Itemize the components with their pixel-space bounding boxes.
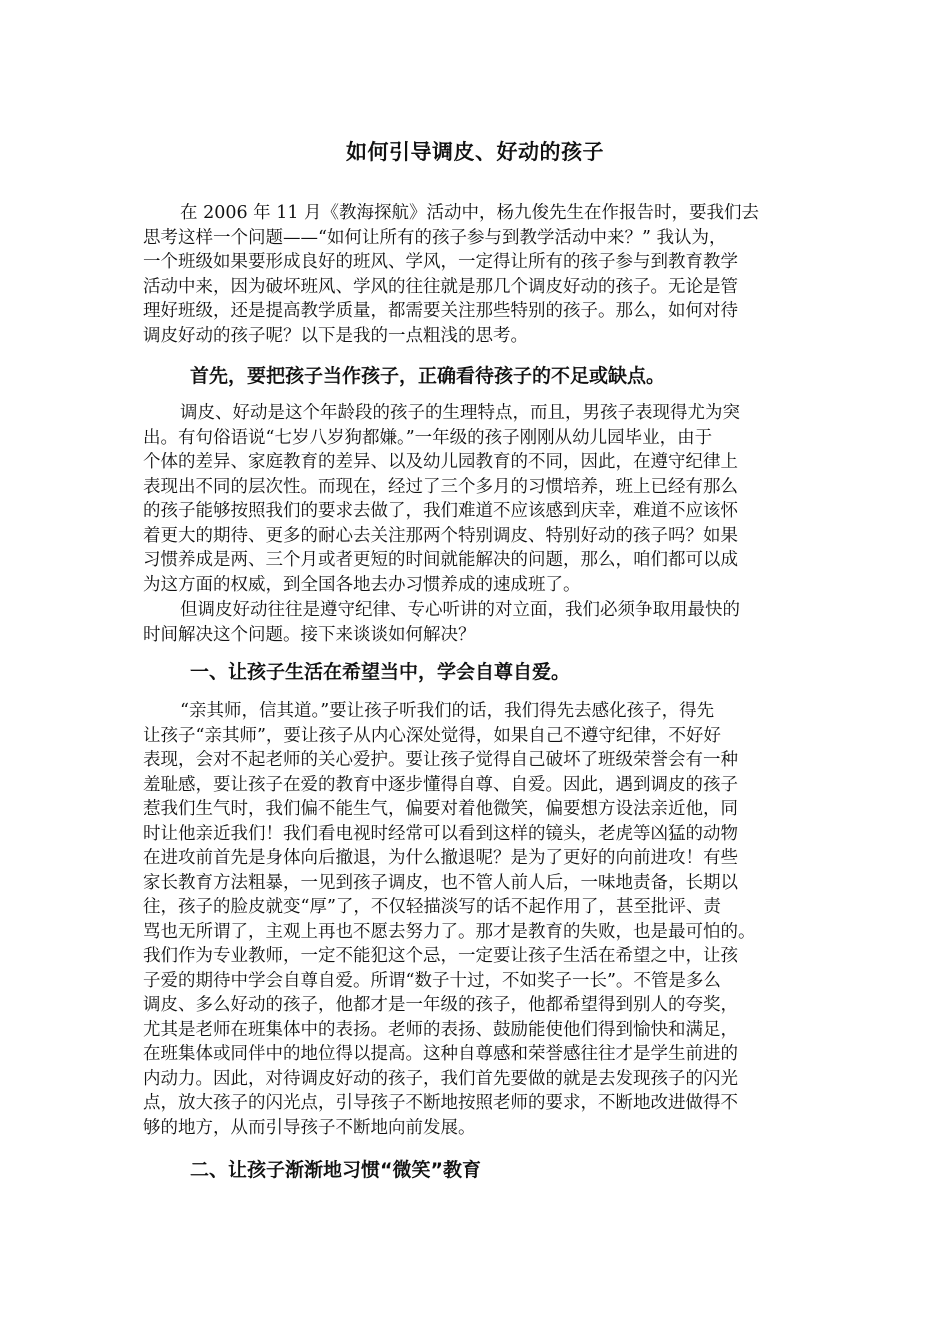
paragraph-4 — [143, 699, 811, 1140]
paragraph-line: 我们作为专业教师，一定不能犯这个忌，一定要让孩子生活在希望之中，让孩 — [143, 946, 738, 966]
paragraph-line: 点，放大孩子的闪光点，引导孩子不断地按照老师的要求，不断地改进做得不 — [143, 1093, 738, 1113]
paragraph-line: 为这方面的权威，到全国各地去办习惯养成的速成班了。 — [143, 574, 581, 595]
paragraph-line: 着更大的期待、更多的耐心去关注那两个特别调皮、特别好动的孩子吗？如果 — [143, 525, 738, 546]
paragraph-line: 个体的差异、家庭教育的差异、以及幼儿园教育的不同，因此，在遵守纪律上 — [143, 452, 738, 472]
section-heading-2: 二、让孩子渐渐地习惯“微笑”教育 — [190, 1159, 481, 1181]
section-heading-1: 一、让孩子生活在希望当中，学会自尊自爱。 — [190, 661, 571, 683]
paragraph-line: 理好班级，还是提高教学质量，都需要关注那些特别的孩子。那么，如何对待 — [143, 301, 738, 321]
paragraph-line: “亲其师，信其道。”要让孩子听我们的话，我们得先去感化孩子，得先 — [180, 701, 715, 721]
paragraph-line: 在 2006 年 11 月《教海探航》活动中，杨九俊先生在作报告时，要我们去 — [180, 203, 760, 223]
paragraph-line: 内动力。因此，对待调皮好动的孩子，我们首先要做的就是去发现孩子的闪光 — [143, 1068, 738, 1089]
paragraph-line: 思考这样一个问题——“如何让所有的孩子参与到教学活动中来？” 我认为， — [143, 227, 727, 248]
main-heading: 首先，要把孩子当作孩子，正确看待孩子的不足或缺点。 — [190, 365, 666, 387]
document-title: 如何引导调皮、好动的孩子 — [346, 140, 604, 164]
paragraph-line: 在进攻前首先是身体向后撤退，为什么撤退呢？是为了更好的向前进攻！有些 — [143, 848, 738, 868]
paragraph-line: 但调皮好动往往是遵守纪律、专心听讲的对立面，我们必须争取用最快的 — [180, 600, 740, 620]
paragraph-line: 表现，会对不起老师的关心爱护。要让孩子觉得自己破坏了班级荣誉会有一种 — [143, 750, 738, 770]
paragraph-line: 羞耻感，要让孩子在爱的教育中逐步懂得自尊、自爱。因此，遇到调皮的孩子 — [143, 774, 738, 795]
paragraph-line: 够的地方，从而引导孩子不断地向前发展。 — [143, 1117, 476, 1138]
paragraph-line: 在班集体或同伴中的地位得以提高。这种自尊感和荣誉感往往才是学生前进的 — [143, 1044, 738, 1064]
paragraph-line: 尤其是老师在班集体中的表扬。老师的表扬、鼓励能使他们得到愉快和满足， — [143, 1019, 738, 1040]
paragraph-line: 调皮、好动是这个年龄段的孩子的生理特点，而且，男孩子表现得尤为突 — [180, 403, 740, 423]
paragraph-line: 让孩子“亲其师”，要让孩子从内心深处觉得，如果自己不遵守纪律，不好好 — [143, 725, 721, 746]
paragraph-line: 调皮好动的孩子呢？以下是我的一点粗浅的思考。 — [143, 325, 528, 346]
paragraph-line: 的孩子能够按照我们的要求去做了，我们难道不应该感到庆幸，难道不应该怀 — [143, 501, 738, 521]
paragraph-line: 出。有句俗语说“七岁八岁狗都嫌。”一年级的孩子刚刚从幼儿园毕业，由于 — [143, 427, 713, 448]
paragraph-3 — [143, 598, 811, 647]
paragraph-line: 一个班级如果要形成良好的班风、学风，一定得让所有的孩子参与到教育教学 — [143, 252, 738, 272]
paragraph-line: 子爱的期待中学会自尊自爱。所谓“数子十过，不如奖子一长”。不管是多么 — [143, 970, 721, 991]
paragraph-line: 活动中来，因为破坏班风、学风的往往就是那几个调皮好动的孩子。无论是管 — [143, 276, 738, 297]
paragraph-line: 骂也无所谓了，主观上再也不愿去努力了。那才是教育的失败，也是最可怕的。 — [143, 921, 756, 942]
paragraph-line: 表现出不同的层次性。而现在，经过了三个多月的习惯培养，班上已经有那么 — [143, 476, 738, 497]
paragraph-line: 家长教育方法粗暴，一见到孩子调皮，也不管人前人后，一味地责备，长期以 — [143, 872, 738, 893]
paragraph-line: 往，孩子的脸皮就变“厚”了，不仅轻描淡写的话不起作用了，甚至批评、责 — [143, 897, 721, 917]
intro-paragraph — [143, 201, 811, 348]
paragraph-line: 时间解决这个问题。接下来谈谈如何解决？ — [143, 624, 476, 645]
paragraph-line: 习惯养成是两、三个月或者更短的时间就能解决的问题，那么，咱们都可以成 — [143, 550, 738, 570]
paragraph-2 — [143, 401, 811, 597]
paragraph-line: 时让他亲近我们！我们看电视时经常可以看到这样的镜头，老虎等凶猛的动物 — [143, 823, 738, 844]
paragraph-line: 惹我们生气时，我们偏不能生气，偏要对着他微笑，偏要想方设法亲近他，同 — [143, 799, 738, 819]
paragraph-line: 调皮、多么好动的孩子，他都才是一年级的孩子，他都希望得到别人的夸奖， — [143, 995, 738, 1015]
